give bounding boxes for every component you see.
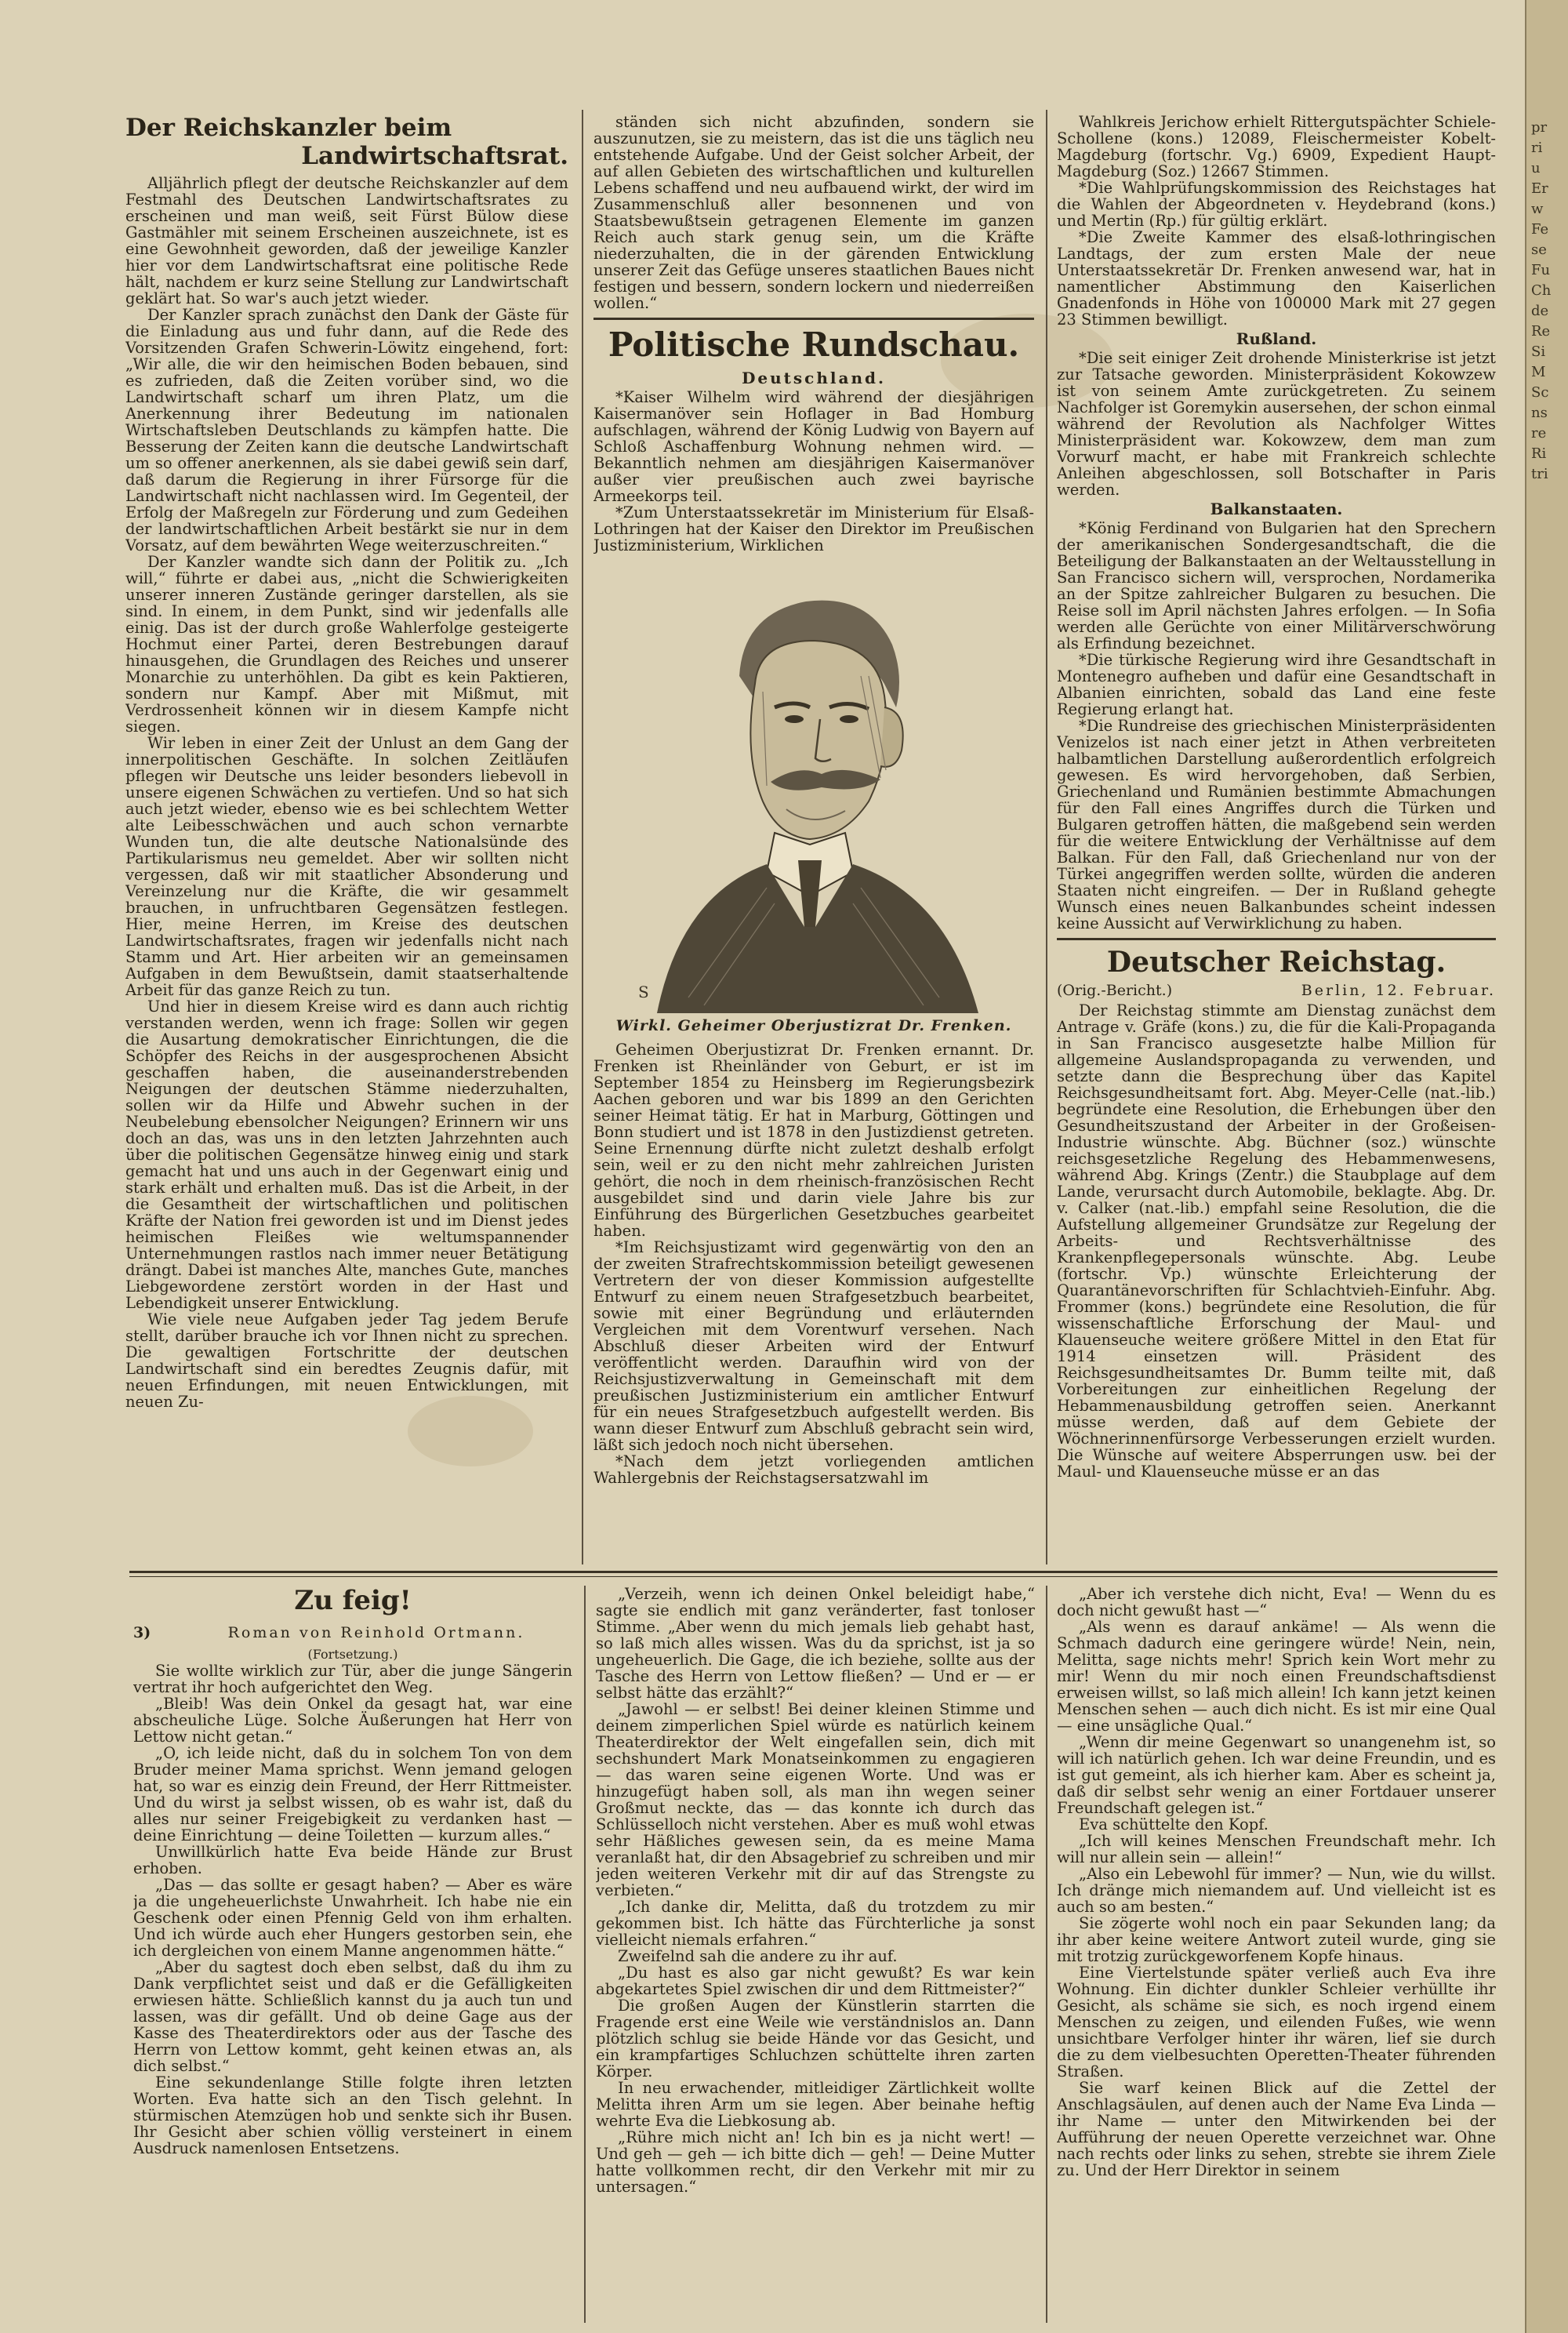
paragraph: Sie warf keinen Blick auf die Zettel der Anschlagsäulen, auf denen auch der Name Eva Linda — ihr Name — unter den Mitwirkenden bei der Aufführung der neuen Operette verzeichnet war. Ohne nach rechts oder links zu sehen, strebte sie ihrem Ziele zu. Und der Herr Direktor in seinem [1057,2079,1496,2179]
feuilleton-rule-thin [129,1576,1497,1577]
paragraph: Unwillkürlich hatte Eva beide Hände zur Brust erhoben. [133,1843,572,1877]
adjacent-page-edge [1525,0,1568,2333]
paragraph: „Jawohl — er selbst! Bei deiner kleinen Stimme und deinem zimperlichen Spiel würde es natürlich keinem Theaterdirektor der Welt eingefallen sein, dich mit sechshundert Mark Monatseinkommen zu engagieren — das waren seine eigenen Worte. Und was er hinzugefügt haben soll, als man ihn wegen seiner Großmut neckte, das — das konnte ich durch das Schlüsselloch nicht verstehen. Aber es muß wohl etwas sehr Häßliches gewesen sein, da es meine Mama veranlaßt hat, dir den Absagebrief zu schreiben und mir jeden weiteren Verkehr mit dir auf das Strengste zu verbieten.“ [596,1700,1035,1899]
paragraph: „Also ein Lebewohl für immer? — Nun, wie du willst. Ich dränge mich niemandem auf. Und vielleicht ist es auch so am besten.“ [1057,1865,1496,1916]
paragraph: Sie wollte wirklich zur Tür, aber die junge Sängerin vertrat ihr hoch aufgerichtet den Weg. [133,1662,572,1696]
paragraph: Der Kanzler sprach zunächst den Dank der Gäste für die Einladung aus und fuhr dann, auf die Rede des Vorsitzenden Grafen Schwerin-Löwitz eingehend, fort: „Wir alle, die wir den heimischen Boden bebauen, sind es zufrieden, daß die Zeiten vorüber sind, wo die Landwirtschaft scharf um ihren Platz, um die Anerkennung ihrer Bedeutung im nationalen Wirtschaftsleben Deutschlands zu kämpfen hatte. Die Besserung der Zeiten kann die deutsche Landwirtschaft um so offener anerkennen, als sie dabei gewiß sein darf, daß darum die Regierung in ihrer Fürsorge für die Landwirtschaft nicht nachlassen wird. Im Gegenteil, der Erfolg der Maßregeln zur Förderung und zum Gedeihen der landwirtschaftlichen Arbeit bestärkt sie nur in dem Vorsatz, auf dem bewährten Wege weiterzuschreiten.“ [125,306,568,554]
edge-fragment: M [1531,364,1546,380]
serial-continuation: (Fortsetzung.) [307,1647,398,1662]
dateline [1057,983,1496,999]
paragraph: Wir leben in einer Zeit der Unlust an dem Gang der innerpolitischen Geschäfte. In solchen Zeitläufen pflegen wir Deutsche uns leider besonders liebevoll in unsere eigenen Schwächen zu vertiefen. Und so hat sich auch jetzt wieder, ebenso wie es bei schlechtem Wetter alte Leibesschwächen und auch schon vernarbte Wunden tun, die alte deutsche Nationalsünde des Partikularismus neu gemeldet. Aber wir sollten nicht vergessen, daß wir mit staatlicher Absonderung und Vereinzelung nur die Kräfte, die wir gesammelt brauchen, in unfruchtbaren Gegensätzen festlegen. Hier, meine Herren, im Kreise des deutschen Landwirtschaftsrates, fragen wir jedenfalls nicht nach Stamm und Art. Hier arbeiten wir an gemeinsamen Aufgaben in dem Bewußtsein, damit staatserhaltende Arbeit für das ganze Reich zu tun. [125,734,568,999]
paragraph: *Die Zweite Kammer des elsaß-lothringischen Landtags, der zum ersten Male der neue Unterstaatssekretär Dr. Frenken anwesend war, hat in namentlicher Abstimmung den Kaiserlichen Gnadenfonds in Höhe von 100000 Mark mit 27 gegen 23 Stimmen bewilligt. [1057,228,1496,329]
paragraph: Geheimen Oberjustizrat Dr. Frenken ernannt. Dr. Frenken ist Rheinländer von Geburt, er ist im September 1854 zu Heinsberg im Regierungsbezirk Aachen geboren und war bis 1899 an den Gerichten seiner Heimat tätig. Er hat in Marburg, Göttingen und Bonn studiert und ist 1878 in den Justizdienst getreten. Seine Ernennung dürfte nicht zuletzt deshalb erfolgt sein, weil er zu den nicht mehr zahlreichen Juristen gehört, die noch in dem rheinisch-französischen Recht ausgebildet sind und darin viele Jahre bis zur Einführung des Bürgerlichen Gesetzbuches gearbeitet haben. [593,1041,1034,1240]
edge-fragment: Si [1531,343,1546,360]
paragraph: Zweifelnd sah die andere zu ihr auf. [618,1947,898,1965]
portrait-caption: Wirkl. Geheimer Oberjustizrat Dr. Frenken. [615,1017,1012,1034]
paragraph: „Aber du sagtest doch eben selbst, daß du ihm zu Dank verpflichtet seist und daß er die Gefälligkeiten erwiesen hätte. Schließlich kannst du ja auch tun und lassen, was dir gefällt. Und ob deine Gage aus der Kasse des Theaterdirektors oder aus der Tasche des Herrn von Lettow kommt, geht keinen etwas an, als dich selbst.“ [133,1958,572,2075]
paragraph: „Ich will keines Menschen Freundschaft mehr. Ich will nur allein sein — allein!“ [1057,1832,1496,1866]
serial-column-a [133,1586,572,2323]
edge-fragment: Ch [1531,282,1552,299]
paragraph: „Das — das sollte er gesagt haben? — Aber es wäre ja die ungeheuerlichste Unwahrheit. Ich habe nie ein Geschenk oder einen Pfennig Geld von ihm erhalten. Und ich würde auch eher Hungers gestorben sein, ehe ich dergleichen von einem Manne angenommen hätte.“ [133,1876,572,1960]
subheading-balkan: Balkanstaaten. [1210,500,1343,518]
edge-fragment: Fe [1531,221,1549,238]
column-rule [1046,110,1047,1564]
paragraph: *Die türkische Regierung wird ihre Gesandtschaft in Montenegro aufheben und dafür eine Gesandtschaft in Albanien einrichten, sobald das Land eine feste Regierung erlangt hat. [1057,651,1496,718]
paragraph: Die großen Augen der Künstlerin starrten die Fragende erst eine Weile wie verständnislos an. Dann plötzlich schlug sie beide Hände vor das Gesicht, und ein krampfartiges Schluchzen schüttelte ihren zarten Körper. [596,1997,1035,2080]
column-politische-rundschau [593,114,1034,1564]
edge-fragment: ri [1531,140,1543,156]
paragraph: Eine Viertelstunde später verließ auch Eva ihre Wohnung. Ein dichter dunkler Schleier verhüllte ihr Gesicht, als schäme sie sich, es noch irgend einem Menschen zu zeigen, und eilenden Fußes, wie wenn unsichtbare Verfolger hinter ihr wären, lief sie durch die zu dem vielbesuchten Operetten-Theater führenden Straßen. [1057,1964,1496,2080]
edge-fragment: pr [1531,119,1548,136]
paragraph: Der Kanzler wandte sich dann der Politik zu. „Ich will,“ führte er dabei aus, „nicht die Schwierigkeiten unserer inneren Zustände geringer darstellen, als sie sind. In einem, in dem Punkt, sind wir jedenfalls alle einig. Das ist der durch große Wahlerfolge gesteigerte Hochmut einer Partei, deren Bestrebungen darauf hinausgehen, die Grundlagen des Reiches und unserer Monarchie zu unterhöhlen. Da gibt es kein Paktieren, sondern nur Kampf. Aber mit Mißmut, mit Verdrossenheit können wir in diesem Kampfe nicht siegen. [125,553,568,736]
edge-fragment: re [1531,425,1547,442]
paragraph: „Du hast es also gar nicht gewußt? Es war kein abgekartetes Spiel zwischen dir und dem Rittmeister?“ [596,1964,1035,1998]
paragraph: „Bleib! Was dein Onkel da gesagt hat, war eine abscheuliche Lüge. Solche Äußerungen hat Herr von Lettow nicht getan.“ [133,1695,572,1746]
paragraph: „Rühre mich nicht an! Ich bin es ja nicht wert! — Und geh — geh — ich bitte dich — geh! — Deine Mutter hatte vollkommen recht, dir den Verkehr mit mir zu untersagen.“ [596,2128,1035,2196]
section-title: Politische Rundschau. [608,325,1020,364]
serial-column-c [1057,1586,1496,2323]
subheading-russland: Rußland. [1236,329,1317,348]
edge-fragment: ns [1531,405,1548,421]
paragraph: Eva schüttelte den Kopf. [1079,1815,1269,1833]
column-news-reichstag [1057,114,1496,1564]
paragraph: *Nach dem jetzt vorliegenden amtlichen Wahlergebnis der Reichstagsersatzwahl im [593,1452,1034,1487]
column-rule [584,1586,586,2323]
paragraph: ständen sich nicht abzufinden, sondern sie auszunutzen, sie zu meistern, das ist die uns täglich neu entstehende Aufgabe. Und der Geist solcher Arbeit, der auf allen Gebieten des wirtschaftlichen und kulturellen Lebens schaffend und neu aufbauend wirkt, der wird im Zusammenschluß aller besonnenen und von Staatsbewußtsein getragenen Elemente im ganzen Reich auch stark genug sein, um die Kräfte niederzuhalten, die in der gärenden Entwicklung unserer Zeit das Gefüge unseres staatlichen Baues nicht festigen und bessern, sondern lockern und niederreißen wollen.“ [593,114,1034,312]
paragraph: In neu erwachender, mitleidiger Zärtlichkeit wollte Melitta ihren Arm um sie legen. Aber beinahe heftig wehrte Eva die Liebkosung ab. [596,2079,1035,2130]
dateline-source: (Orig.-Bericht.) [1057,982,1173,999]
serial-byline [133,1623,572,1642]
paragraph: Alljährlich pflegt der deutsche Reichskanzler auf dem Festmahl des Deutschen Landwirtschaftsrates zu erscheinen und man weiß, seit Fürst Bülow diese Gastmähler mit seinem Erscheinen auszeichnete, ist es eine Gewohnheit geworden, daß der jeweilige Kanzler hier vor dem Landwirtschaftsrat eine politische Rede hält, nachdem er kurz seine Stellung zur Landwirtschaft geklärt hat. So war's auch jetzt wieder. [125,174,568,307]
paragraph: „Aber ich verstehe dich nicht, Eva! — Wenn du es doch nicht gewußt hast —“ [1057,1586,1496,1619]
paragraph: „Wenn dir meine Gegenwart so unangenehm ist, so will ich natürlich gehen. Ich war deine Freundin, und es ist gut gemeint, als ich hierher kam. Aber es scheint ja, daß dir selbst sehr wenig an einer Fortdauer unserer Freundschaft gelegen ist.“ [1057,1733,1496,1817]
edge-fragment: Fu [1531,262,1551,278]
serial-author: Roman von Reinhold Ortmann. [227,1624,525,1641]
section-rule [1057,938,1496,940]
portrait-engraving [610,558,1018,1013]
column-reichskanzler [125,114,568,1564]
subheading: Deutschland. [742,369,886,387]
edge-fragment: tri [1531,466,1548,482]
paragraph: „Als wenn es darauf ankäme! — Als wenn die Schmach dadurch eine geringere würde! Nein, nein, Melitta, sage nichts mehr! Sprich kein Wort mehr zu mir! Wenn du mir noch einen Freundschaftsdienst erweisen willst, so laß mich allein! Ich kann jetzt keinen Menschen sehen — auch dich nicht. Es ist mir eine Qual — eine unsägliche Qual.“ [1057,1618,1496,1735]
edge-fragment: u [1531,160,1541,176]
column-rule [1046,1586,1047,2323]
serial-title: Zu feig! [294,1586,412,1616]
section-rule [593,318,1034,320]
paragraph: *Die Rundreise des griechischen Ministerpräsidenten Venizelos ist nach einer jetzt in Athen verbreiteten halbamtlichen Darstellung außerordentlich erfolgreich gewesen. Es wird hervorgehoben, daß Serbien, Griechenland und Rumänien bestimmte Abmachungen für den Fall eines Angriffes durch die Türken und Bulgaren getroffen hätten, die maßgebend sein werden für die weitere Entwicklung der Verhältnisse auf dem Balkan. Für den Fall, daß Griechenland nur von der Türkei angegriffen werden sollte, würden die anderen Staaten nicht eingreifen. — Der in Rußland gehegte Wunsch eines neuen Balkanbundes scheint indessen keine Aussicht auf Verwirklichung zu haben. [1057,717,1496,932]
paragraph: „Verzeih, wenn ich deinen Onkel beleidigt habe,“ sagte sie endlich mit ganz veränderter, fast tonloser Stimme. „Aber wenn du mich jemals lieb gehabt hast, so laß mich alles wissen. Was du da sprichst, ist ja so ungeheuerlich. Die Gage, die ich beziehe, sollte aus der Tasche des Herrn von Lettow fließen? — Und er — er selbst hätte das erzählt?“ [596,1586,1035,1702]
paragraph: „Ich danke dir, Melitta, daß du trotzdem zu mir gekommen bist. Ich hätte das Fürchterliche ja sonst vielleicht niemals erfahren.“ [596,1898,1035,1949]
headline-line-2: Landwirtschaftsrat. [301,142,568,170]
dateline-place-date: Berlin, 12. Februar. [1301,982,1496,999]
paragraph: *Zum Unterstaatssekretär im Ministerium für Elsaß-Lothringen hat der Kaiser den Direktor im Preußischen Justizministerium, Wirklichen [593,503,1034,554]
edge-fragment: Re [1531,323,1551,340]
paragraph: Wahlkreis Jerichow erhielt Rittergutspächter Schiele-Schollene (kons.) 12089, Fleischermeister Kobelt-Magdeburg (fortschr. Vg.) 6909, Expedient Haupt-Magdeburg (Soz.) 12667 Stimmen. [1057,114,1496,180]
paragraph: *Die Wahlprüfungskommission des Reichstages hat die Wahlen der Abgeordneten v. Heydebrand (kons.) und Mertin (Rp.) für gültig erklärt. [1057,179,1496,230]
edge-fragment: de [1531,303,1549,319]
paragraph: *Die seit einiger Zeit drohende Ministerkrise ist jetzt zur Tatsache geworden. Ministerpräsident Kokowzew ist von seinem Amte zurückgetreten. Zu seinem Nachfolger ist Goremykin ausersehen, der schon einmal während der Revolution als Nachfolger Wittes Ministerpräsident war. Kokowzew, dem man zum Vorwurf macht, er habe mit Frankreich schlechte Anleihen abgeschlossen, soll Botschafter in Paris werden. [1057,349,1496,499]
article-headline [125,114,568,170]
edge-fragment: se [1531,242,1547,258]
serial-column-b [596,1586,1035,2323]
edge-fragment: Er [1531,180,1548,197]
paragraph: Eine sekundenlange Stille folgte ihren letzten Worten. Eva hatte sich an den Tisch gelehnt. In stürmischen Atemzügen hob und senkte sich ihr Busen. Ihr Gesicht aber schien völlig versteinert in einem Ausdruck namenlosen Entsetzens. [133,2073,572,2157]
paragraph: Wie viele neue Aufgaben jeder Tag jedem Berufe stellt, darüber brauche ich vor Ihnen nicht zu sprechen. Die gewaltigen Fortschritte der deutschen Landwirtschaft sind ein beredtes Zeugnis dafür, mit neuen Erfindungen, mit neuen Entwicklungen, mit neuen Zu- [125,1310,568,1411]
paragraph: Der Reichstag stimmte am Dienstag zunächst dem Antrage v. Gräfe (kons.) zu, die für die Kali-Propaganda in San Francisco ausgesetzte halbe Million für allgemeine Auslandspropaganda zu verwenden, und setzte dann die Besprechung über das Kapitel Reichsgesundheitsamt fort. Abg. Meyer-Celle (nat.-lib.) begründete eine Resolution, die Erhebungen über den Gesundheitszustand der Arbeiter in der Großeisen-Industrie wünschte. Abg. Büchner (soz.) wünschte reichsgesetzliche Regelung des Hebammenwesens, während Abg. Krings (Zentr.) die Staubplage auf dem Lande, verursacht durch Automobile, beklagte. Abg. Dr. v. Calker (nat.-lib.) empfahl seine Resolution, die die Aufstellung allgemeiner Grundsätze zur Regelung der Arbeits- und Rechtsverhältnisse des Krankenpflegepersonals wünschte. Abg. Leube (fortschr. Vp.) wünschte Erleichterung der Quarantänevorschriften für Schlachtvieh-Einfuhr. Abg. Frommer (kons.) begründete eine Resolution, die für wissenschaftliche Erforschung der Maul- und Klauenseuche weitere größere Mittel in den Etat für 1914 einsetzen will. Präsident des Reichsgesundheitsamtes Dr. Bumm teilte mit, daß Vorbereitungen zur einheitlichen Regelung der Hebammenausbildung getroffen seien. Anerkannt müsse werden, daß auf dem Gebiete der Wöchnerinnenfürsorge Verbesserungen erzielt wurden. Die Wünsche auf weitere Absperrungen usw. bei der Maul- und Klauenseuche müsse er an das [1057,1001,1496,1481]
serial-number: 3) [133,1624,151,1641]
edge-fragment: Ri [1531,445,1547,462]
paragraph: *Kaiser Wilhelm wird während der diesjährigen Kaisermanöver sein Hoflager in Bad Homburg aufschlagen, während der König Ludwig von Bayern auf Schloß Aschaffenburg Wohnung nehmen wird. — Bekanntlich nehmen am diesjährigen Kaisermanöver außer vier preußischen auch zwei bayrische Armeekorps teil. [593,388,1034,505]
svg-text:S: S [638,983,649,1001]
edge-fragment: Sc [1531,384,1549,401]
reichstag-title: Deutscher Reichstag. [1106,946,1446,979]
paragraph: Und hier in diesem Kreise wird es dann auch richtig verstanden werden, wenn ich frage: Sollen wir gegen die Ausartung demokratischer Einrichtungen, die die Schöpfer des Reichs in der ausgesprochenen Absicht geschaffen haben, die auseinanderstrebenden Neigungen der deutschen Stämme niederzuhalten, sollen wir da Hilfe und Abwehr suchen in der Neubelebung ebensolcher Neigungen? Erinnern wir uns doch an das, was uns in den letzten Jahrzehnten auch über die politischen Gegensätze hinweg einig und stark gemacht hat und uns auch in der Gegenwart einig und stark erhält und erhalten muß. Das ist die Arbeit, in der die Gesamtheit der wirtschaftlichen und politischen Kräfte der Nation frei geworden ist und im Dienst jedes heimischen Fleißes wie weltumspannender Unternehmungen rastlos nach immer neuer Betätigung drängt. Dabei ist manches Alte, manches Gute, manches Liebgewordene zerstört worden in der Hast und Lebendigkeit unserer Entwicklung. [125,998,568,1312]
edge-fragment: w [1531,201,1544,217]
feuilleton-rule [129,1571,1497,1573]
column-rule [582,110,583,1564]
headline-line-1: Der Reichskanzler beim [125,114,452,142]
paragraph: „O, ich leide nicht, daß du in solchem Ton von dem Bruder meiner Mama sprichst. Wenn jemand gelogen hat, so war es einzig dein Freund, der Herr Rittmeister. Und du wirst ja selbst wissen, ob es wahr ist, daß du alles nur seiner Freigebigkeit zu verdanken hast — deine Einrichtung — deine Toiletten — kurzum alles.“ [133,1744,572,1844]
paragraph: *König Ferdinand von Bulgarien hat den Sprechern der amerikanischen Sondergesandtschaft, die die Beteiligung der Balkanstaaten an der Weltausstellung in San Francisco sichern will, versprochen, Nordamerika an der Spitze zahlreicher Bulgaren zu besuchen. Die Reise soll im April nächsten Jahres erfolgen. — In Sofia werden alle Gerüchte von einer Militärverschwörung als Erfindung bezeichnet. [1057,519,1496,652]
paragraph: *Im Reichsjustizamt wird gegenwärtig von den an der zweiten Strafrechtskommission beteiligt gewesenen Vertretern der von dieser Kommission aufgestellte Entwurf zu einem neuen Strafgesetzbuch bearbeitet, sowie mit einer Begründung und erläuternden Vergleichen mit dem Vorentwurf versehen. Nach Abschluß dieser Arbeiten wird der Entwurf veröffentlicht werden. Daraufhin wird von der Reichsjustizverwaltung in Gemeinschaft mit dem preußischen Justizministerium ein amtlicher Entwurf für ein neues Strafgesetzbuch aufgestellt werden. Bis wann dieser Entwurf zum Abschluß gebracht sein wird, läßt sich jedoch noch nicht übersehen. [593,1238,1034,1454]
paragraph: Sie zögerte wohl noch ein paar Sekunden lang; da ihr aber keine weitere Antwort zuteil wurde, ging sie mit trotzig zurückgeworfenem Kopfe hinaus. [1057,1914,1496,1965]
